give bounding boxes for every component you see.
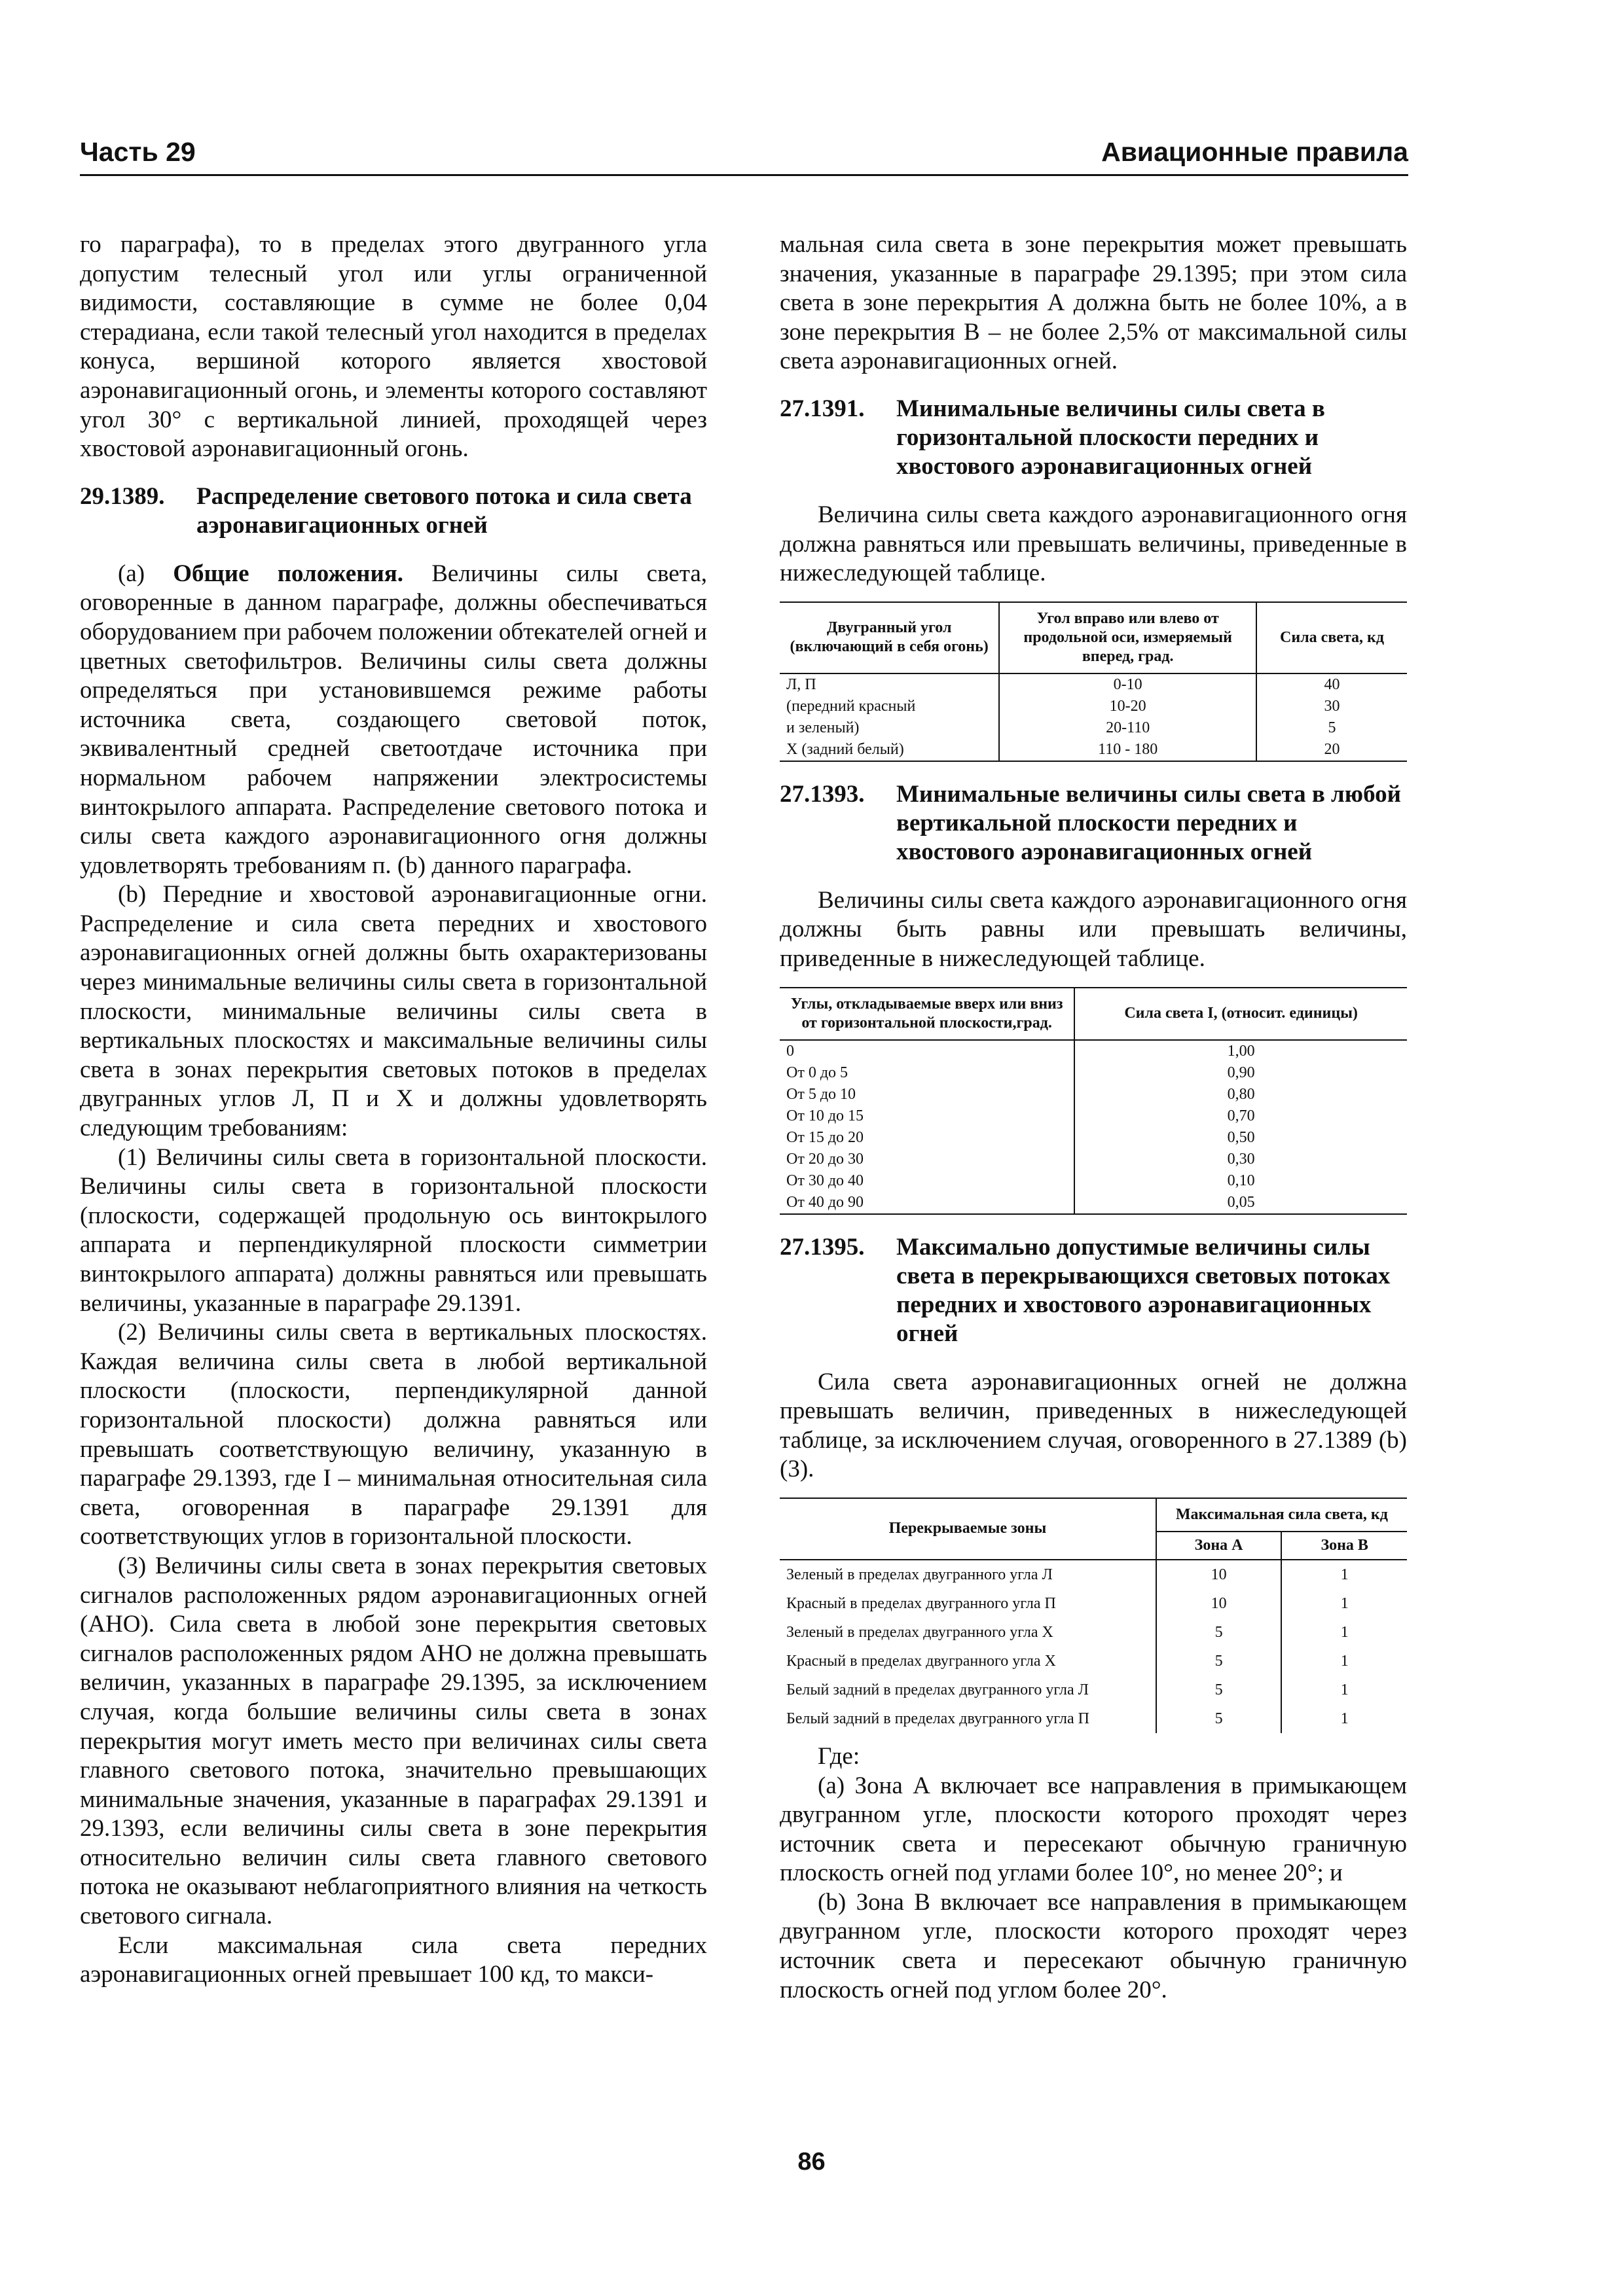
table-cell: 1 [1340, 1681, 1349, 1698]
table-cell: Белый задний в пределах двугранного угла П [780, 1704, 1156, 1733]
table-cell: 5 [1156, 1704, 1282, 1733]
table-row [780, 1560, 1407, 1589]
table-row [780, 1589, 1407, 1618]
item-heading: Общие положения. [173, 560, 404, 587]
table-row [780, 696, 1407, 717]
table-overlap-intensity [780, 1498, 1407, 1733]
table-cell: 0,70 [1227, 1107, 1255, 1124]
table-cell: Зеленый в пределах двугранного угла Л [780, 1560, 1156, 1589]
paragraph-b2: (2) Величины силы света в вертикальных плоскостях. Каждая величина силы света в любой вертикальной плоскости (плоскости, перпендикулярной данной горизонтальной плоскости) должна равняться или превышать соответствующую величину, указанную в параграфе 29.1393, где I – минимальная относительная сила света, оговоренная в параграфе 29.1391 для соответствующих углов в горизонтальной плоскости. [80, 1319, 707, 1551]
table-cell: 1 [1340, 1566, 1349, 1583]
section-number: 27.1395. [780, 1233, 865, 1261]
table-row [780, 1170, 1407, 1192]
table-cell: 5 [1156, 1676, 1282, 1704]
section-heading-27-1395 [780, 1233, 1407, 1348]
table-row [780, 1704, 1407, 1733]
running-header-part: Часть 29 [80, 137, 196, 167]
table-cell: 5 [1156, 1647, 1282, 1676]
table-header: Двугранный угол (включающий в себя огонь) [780, 602, 999, 673]
table-row [780, 1618, 1407, 1647]
table-cell: 1 [1340, 1623, 1349, 1641]
table-cell: 1 [1340, 1652, 1349, 1670]
table-cell: 10 [1156, 1560, 1282, 1589]
section-heading-27-1391 [780, 395, 1407, 481]
definition-zone-b: (b) Зона В включает все направления в примыкающем двугранном угле, плоскости которого проходят через источник света и пересекают обычную граничную плоскость огней под углом более 20°. [780, 1888, 1407, 2003]
table-row [780, 1149, 1407, 1170]
table-vertical-intensity [780, 987, 1407, 1215]
table-cell: Л, П [780, 673, 999, 696]
paragraph-b: (b) Передние и хвостовой аэронавигационные огни. Распределение и сила света передних и хвостового аэронавигационных огней должны быть охарактеризованы через минимальные величины силы света в горизонтальной плоскости, минимальные величины силы света в вертикальных плоскостях и максимальные величины силы света в зонах перекрытия световых потоков в пределах двугранных углов Л, П и Х и должны удовлетворять следующим требованиям: [80, 881, 707, 1142]
table-header: Максимальная сила света, кд [1156, 1498, 1407, 1532]
section-heading-27-1393 [780, 780, 1407, 867]
item-label: (a) [118, 560, 173, 587]
item-text: Величины силы света, оговоренные в данном параграфе, должны обеспечиваться оборудованием при рабочем положении обтекателей огней и цветных светофильтров. Величины силы света должны определяться при установившемся режиме работы источника света, создающего световой поток, эквивалентный средней светоотдаче источника при нормальном рабочем напряжении электросистемы винтокрылого аппарата. Распределение светового потока и силы света каждого аэронавигационного огня должны удовлетворять требованиям п. (b) данного параграфа. [80, 560, 708, 879]
left-column [80, 230, 707, 1990]
section-title: Минимальные величины силы света в любой вертикальной плоскости передних и хвостового аэронавигационных огней [896, 780, 1401, 865]
table-cell: 0,30 [1227, 1150, 1255, 1168]
table-cell: 1 [1340, 1594, 1349, 1612]
table-header: Зона А [1156, 1532, 1282, 1560]
table-cell: 20-110 [999, 717, 1256, 739]
table-cell: Красный в пределах двугранного угла П [780, 1589, 1156, 1618]
right-column [780, 230, 1407, 2005]
paragraph-a-general [80, 560, 707, 881]
paragraph-continuation: го параграфа), то в пределах этого двугранного угла допустим телесный угол или углы ограниченной видимости, составляющие в сумме не более 0,04 стерадиана, если такой телесный угол находится в пределах конуса, вершиной которого является хвостовой аэронавигационный огонь, и элементы которого составляют угол 30° с вертикальной линией, проходящей через хвостовой аэронавигационный огонь. [80, 231, 707, 463]
table-header: Сила света I, (относит. единицы) [1074, 988, 1407, 1040]
table-row [780, 1647, 1407, 1676]
table-cell: 5 [1156, 1618, 1282, 1647]
table-cell: 0 [780, 1040, 1074, 1062]
table-row [780, 1062, 1407, 1084]
page-number: 86 [797, 2148, 826, 2176]
table-header: Сила света, кд [1256, 602, 1407, 673]
table-row [780, 673, 1407, 696]
table-row [780, 1127, 1407, 1149]
table-cell: Х (задний белый) [780, 739, 999, 761]
table-header: Угол вправо или влево от продольной оси, измеряемый вперед, град. [999, 602, 1256, 673]
table-cell: От 10 до 15 [780, 1105, 1074, 1127]
table-cell: От 30 до 40 [780, 1170, 1074, 1192]
header-rule [80, 174, 1408, 176]
paragraph-b1: (1) Величины силы света в горизонтальной плоскости. Величины силы света в горизонтальной плоскости (плоскости, содержащей продольную ось винтокрылого аппарата и перпендикулярной плоскости симметрии винтокрылого аппарата) должны равняться или превышать величины, указанные в параграфе 29.1391. [80, 1143, 707, 1317]
table-row [780, 739, 1407, 761]
table-cell: 0-10 [999, 673, 1256, 696]
table-cell: 5 [1328, 719, 1336, 736]
section-title: Максимально допустимые величины силы света в перекрывающихся световых потоках передних и хвостового аэронавигационных огней [896, 1233, 1391, 1347]
table-row [780, 1040, 1407, 1062]
table-cell: 10-20 [999, 696, 1256, 717]
table-cell: и зеленый) [780, 717, 999, 739]
running-header-title: Авиационные правила [1101, 137, 1408, 167]
section-text: Величины силы света каждого аэронавигационного огня должны быть равны или превышать величины, приведенные в нижеследующей таблице. [780, 886, 1407, 972]
table-cell: 30 [1324, 697, 1340, 715]
table-cell: От 0 до 5 [780, 1062, 1074, 1084]
table-cell: 1 [1340, 1710, 1349, 1727]
table-cell: 0,80 [1227, 1085, 1255, 1103]
section-number: 27.1391. [780, 395, 865, 422]
table-header: Перекрываемые зоны [780, 1498, 1156, 1560]
table-header: Углы, откладываемые вверх или вниз от горизонтальной плоскости,град. [780, 988, 1074, 1040]
section-heading-29-1389 [80, 482, 707, 540]
section-title: Минимальные величины силы света в горизонтальной плоскости передних и хвостового аэронавигационных огней [896, 395, 1325, 480]
section-text: Сила света аэронавигационных огней не должна превышать величин, приведенных в нижеследующей таблице, за исключением случая, оговоренного в 27.1389 (b)(3). [780, 1368, 1407, 1483]
table-cell: 40 [1324, 675, 1340, 693]
table-row [780, 1192, 1407, 1214]
table-horizontal-intensity [780, 601, 1407, 762]
table-header: Зона В [1281, 1532, 1407, 1560]
table-cell: Зеленый в пределах двугранного угла Х [780, 1618, 1156, 1647]
table-cell: 0,90 [1227, 1064, 1255, 1081]
table-row [780, 1105, 1407, 1127]
table-cell: От 20 до 30 [780, 1149, 1074, 1170]
table-cell: 0,10 [1227, 1172, 1255, 1189]
paragraph-max-intensity: Если максимальная сила света передних аэронавигационных огней превышает 100 кд, то макси- [80, 1931, 707, 1988]
table-cell: 1,00 [1227, 1042, 1255, 1060]
paragraph-continuation-right: мальная сила света в зоне перекрытия может превышать значения, указанные в параграфе 29.1395; при этом сила света в зоне перекрытия А должна быть не более 10%, а в зоне перекрытия В – не более 2,5% от максимальной силы света аэронавигационных огней. [780, 231, 1407, 375]
table-cell: От 5 до 10 [780, 1084, 1074, 1105]
table-cell: 110 - 180 [999, 739, 1256, 761]
table-row [780, 1084, 1407, 1105]
section-number: 29.1389. [80, 482, 165, 510]
table-row [780, 1676, 1407, 1704]
section-title: Распределение светового потока и сила света аэронавигационных огней [196, 482, 692, 539]
section-text: Величина силы света каждого аэронавигационного огня должна равняться или превышать величины, приведенные в нижеследующей таблице. [780, 501, 1407, 587]
where-label: Где: [818, 1742, 860, 1770]
table-cell: 10 [1156, 1589, 1282, 1618]
table-cell: Белый задний в пределах двугранного угла Л [780, 1676, 1156, 1704]
table-cell: (передний красный [780, 696, 999, 717]
table-cell: Красный в пределах двугранного угла Х [780, 1647, 1156, 1676]
definition-zone-a: (a) Зона А включает все направления в примыкающем двугранном угле, плоскости которого проходят через источник света и пересекают обычную граничную плоскость огней под углами более 10°, но менее 20°; и [780, 1772, 1407, 1887]
table-cell: От 40 до 90 [780, 1192, 1074, 1214]
table-row [780, 717, 1407, 739]
table-cell: 0,05 [1074, 1192, 1407, 1214]
table-cell: 20 [1256, 739, 1407, 761]
paragraph-b3: (3) Величины силы света в зонах перекрытия световых сигналов расположенных рядом аэронавигационных огней (АНО). Сила света в любой зоне перекрытия световых сигналов расположенных рядом АНО не должна превышать величин, указанных в параграфе 29.1395, за исключением случая, когда большие величины силы света в зонах перекрытия могут иметь место при величинах силы света главного светового потока, значительно превышающих минимальные значения, указанные в параграфах 29.1391 и 29.1393, если величины силы света в зоне перекрытия относительно величин силы света главного светового потока не оказывают неблагоприятного влияния на четкость светового сигнала. [80, 1552, 707, 1930]
section-number: 27.1393. [780, 780, 865, 808]
table-cell: От 15 до 20 [780, 1127, 1074, 1149]
table-cell: 0,50 [1227, 1128, 1255, 1146]
